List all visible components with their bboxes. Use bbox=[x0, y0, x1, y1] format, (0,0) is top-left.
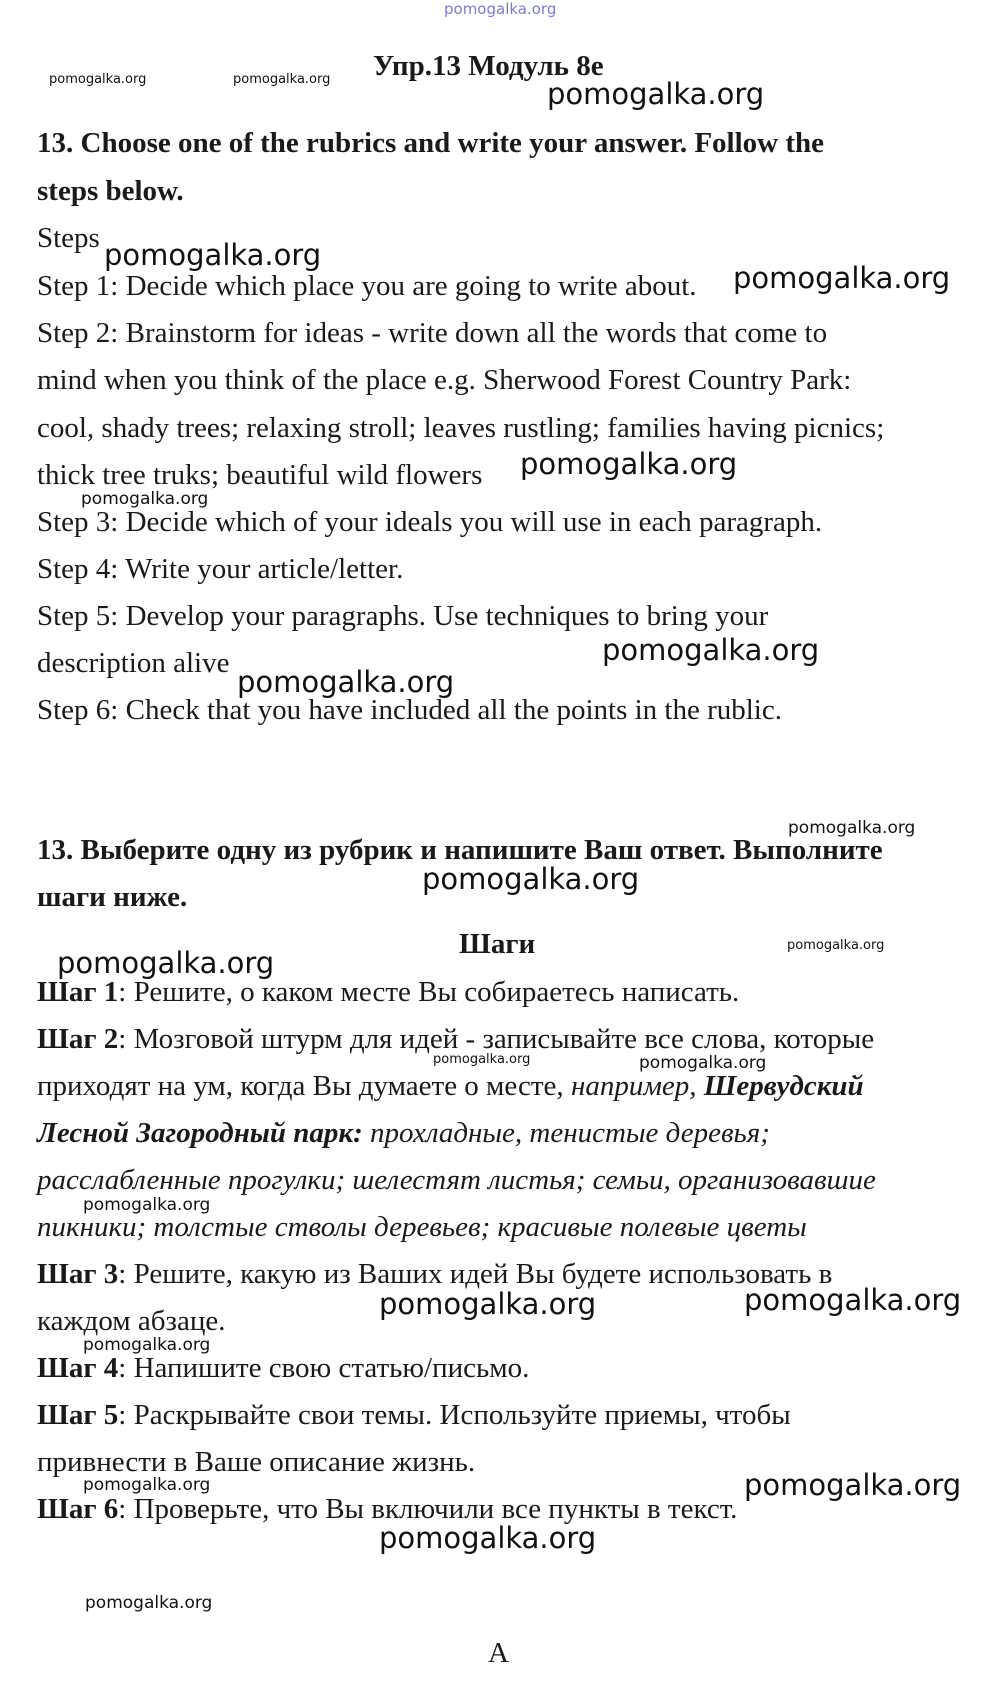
step2-ru-line4 bbox=[37, 1164, 876, 1197]
watermark: pomogalka.org bbox=[744, 1283, 962, 1317]
watermark: pomogalka.org bbox=[237, 665, 455, 699]
step5-ru-label: Шаг 5 bbox=[37, 1399, 119, 1431]
step1-ru bbox=[37, 976, 739, 1009]
step4-ru bbox=[37, 1352, 529, 1385]
watermark: pomogalka.org bbox=[547, 77, 765, 111]
watermark: pomogalka.org bbox=[379, 1287, 597, 1321]
step4-en: Step 4: Write your article/letter. bbox=[37, 553, 404, 585]
task-heading-ru-line1: 13. Выберите одну из рубрик и напишите Ваш ответ. Выполните bbox=[37, 834, 883, 866]
step5-ru-line1 bbox=[37, 1399, 791, 1432]
step6-ru-label: Шаг 6 bbox=[37, 1493, 119, 1525]
step2-ru-line2 bbox=[37, 1070, 864, 1103]
step2-ru-line3-place: Лесной Загородный парк: bbox=[37, 1117, 363, 1149]
step3-en: Step 3: Decide which of your ideals you will use in each paragraph. bbox=[37, 506, 823, 538]
step2-ru-line5 bbox=[37, 1211, 807, 1244]
watermark: pomogalka.org bbox=[49, 72, 147, 87]
step5-ru-text: : Раскрывайте свои темы. Используйте приемы, чтобы bbox=[118, 1399, 791, 1431]
step4-ru-text: : Напишите свою статью/письмо. bbox=[118, 1352, 530, 1384]
step3-ru-line2: каждом абзаце. bbox=[37, 1305, 226, 1337]
step2-ru-line5-text: пикники; толстые стволы деревьев; красивые полевые цветы bbox=[37, 1211, 807, 1243]
step2-ru-line2-place: Шервудский bbox=[703, 1070, 864, 1102]
steps-heading-ru: Шаги bbox=[459, 928, 536, 960]
step2-ru-line2-plain: приходят на ум, когда Вы думаете о месте, bbox=[37, 1070, 571, 1102]
step5-en-line2: description alive bbox=[37, 647, 230, 679]
watermark: pomogalka.org bbox=[639, 1053, 767, 1073]
steps-heading-en: Steps bbox=[37, 222, 100, 254]
step1-ru-text: : Решите, о каком месте Вы собираетесь написать. bbox=[118, 976, 740, 1008]
step6-ru-text: : Проверьте, что Вы включили все пункты в текст. bbox=[118, 1493, 738, 1525]
step2-en-line1: Step 2: Brainstorm for ideas - write down all the words that come to bbox=[37, 317, 828, 349]
step1-en: Step 1: Decide which place you are going to write about. bbox=[37, 270, 697, 302]
step5-ru-line2: привнести в Ваше описание жизнь. bbox=[37, 1446, 476, 1478]
watermark: pomogalka.org bbox=[379, 1521, 597, 1555]
step2-en-line4: thick tree truks; beautiful wild flowers bbox=[37, 459, 483, 491]
watermark: pomogalka.org bbox=[57, 946, 275, 980]
watermark: pomogalka.org bbox=[602, 633, 820, 667]
step2-ru-line3-italic: прохладные, тенистые деревья; bbox=[362, 1117, 770, 1149]
step5-en-line1: Step 5: Develop your paragraphs. Use techniques to bring your bbox=[37, 600, 769, 632]
step2-ru-text: : Мозговой штурм для идей - записывайте все слова, которые bbox=[118, 1023, 875, 1055]
page-letter: A bbox=[488, 1637, 509, 1669]
watermark: pomogalka.org bbox=[422, 862, 640, 896]
watermark: pomogalka.org bbox=[81, 489, 209, 509]
step2-ru-label: Шаг 2 bbox=[37, 1023, 119, 1055]
step3-ru-text: : Решите, какую из Ваших идей Вы будете использовать в bbox=[118, 1258, 833, 1290]
top-watermark: pomogalka.org bbox=[444, 0, 557, 18]
step2-en-line2: mind when you think of the place e.g. Sherwood Forest Country Park: bbox=[37, 364, 852, 396]
watermark: pomogalka.org bbox=[83, 1475, 211, 1495]
task-heading-en-line2: steps below. bbox=[37, 175, 184, 207]
step1-ru-label: Шаг 1 bbox=[37, 976, 119, 1008]
task-heading-ru-line2: шаги ниже. bbox=[37, 881, 188, 913]
watermark: pomogalka.org bbox=[787, 938, 885, 953]
step4-ru-label: Шаг 4 bbox=[37, 1352, 119, 1384]
watermark: pomogalka.org bbox=[733, 261, 951, 295]
step3-ru-label: Шаг 3 bbox=[37, 1258, 119, 1290]
task-heading-en-line1: 13. Choose one of the rubrics and write your answer. Follow the bbox=[37, 127, 825, 159]
watermark: pomogalka.org bbox=[433, 1052, 531, 1067]
watermark: pomogalka.org bbox=[85, 1593, 213, 1613]
watermark: pomogalka.org bbox=[104, 238, 322, 272]
step6-en: Step 6: Check that you have included all the points in the rublic. bbox=[37, 694, 782, 726]
watermark: pomogalka.org bbox=[83, 1335, 211, 1355]
watermark: pomogalka.org bbox=[83, 1195, 211, 1215]
watermark: pomogalka.org bbox=[520, 447, 738, 481]
page-title: Упр.13 Модуль 8е bbox=[373, 50, 604, 82]
step2-en-line3: cool, shady trees; relaxing stroll; leaves rustling; families having picnics; bbox=[37, 412, 885, 444]
step2-ru-line3 bbox=[37, 1117, 770, 1150]
watermark: pomogalka.org bbox=[744, 1468, 962, 1502]
watermark: pomogalka.org bbox=[233, 72, 331, 87]
watermark: pomogalka.org bbox=[788, 818, 916, 838]
step2-ru-line2-italic: например, bbox=[570, 1070, 704, 1102]
step2-ru-line4-text: расслабленные прогулки; шелестят листья; семьи, организовавшие bbox=[37, 1164, 876, 1196]
